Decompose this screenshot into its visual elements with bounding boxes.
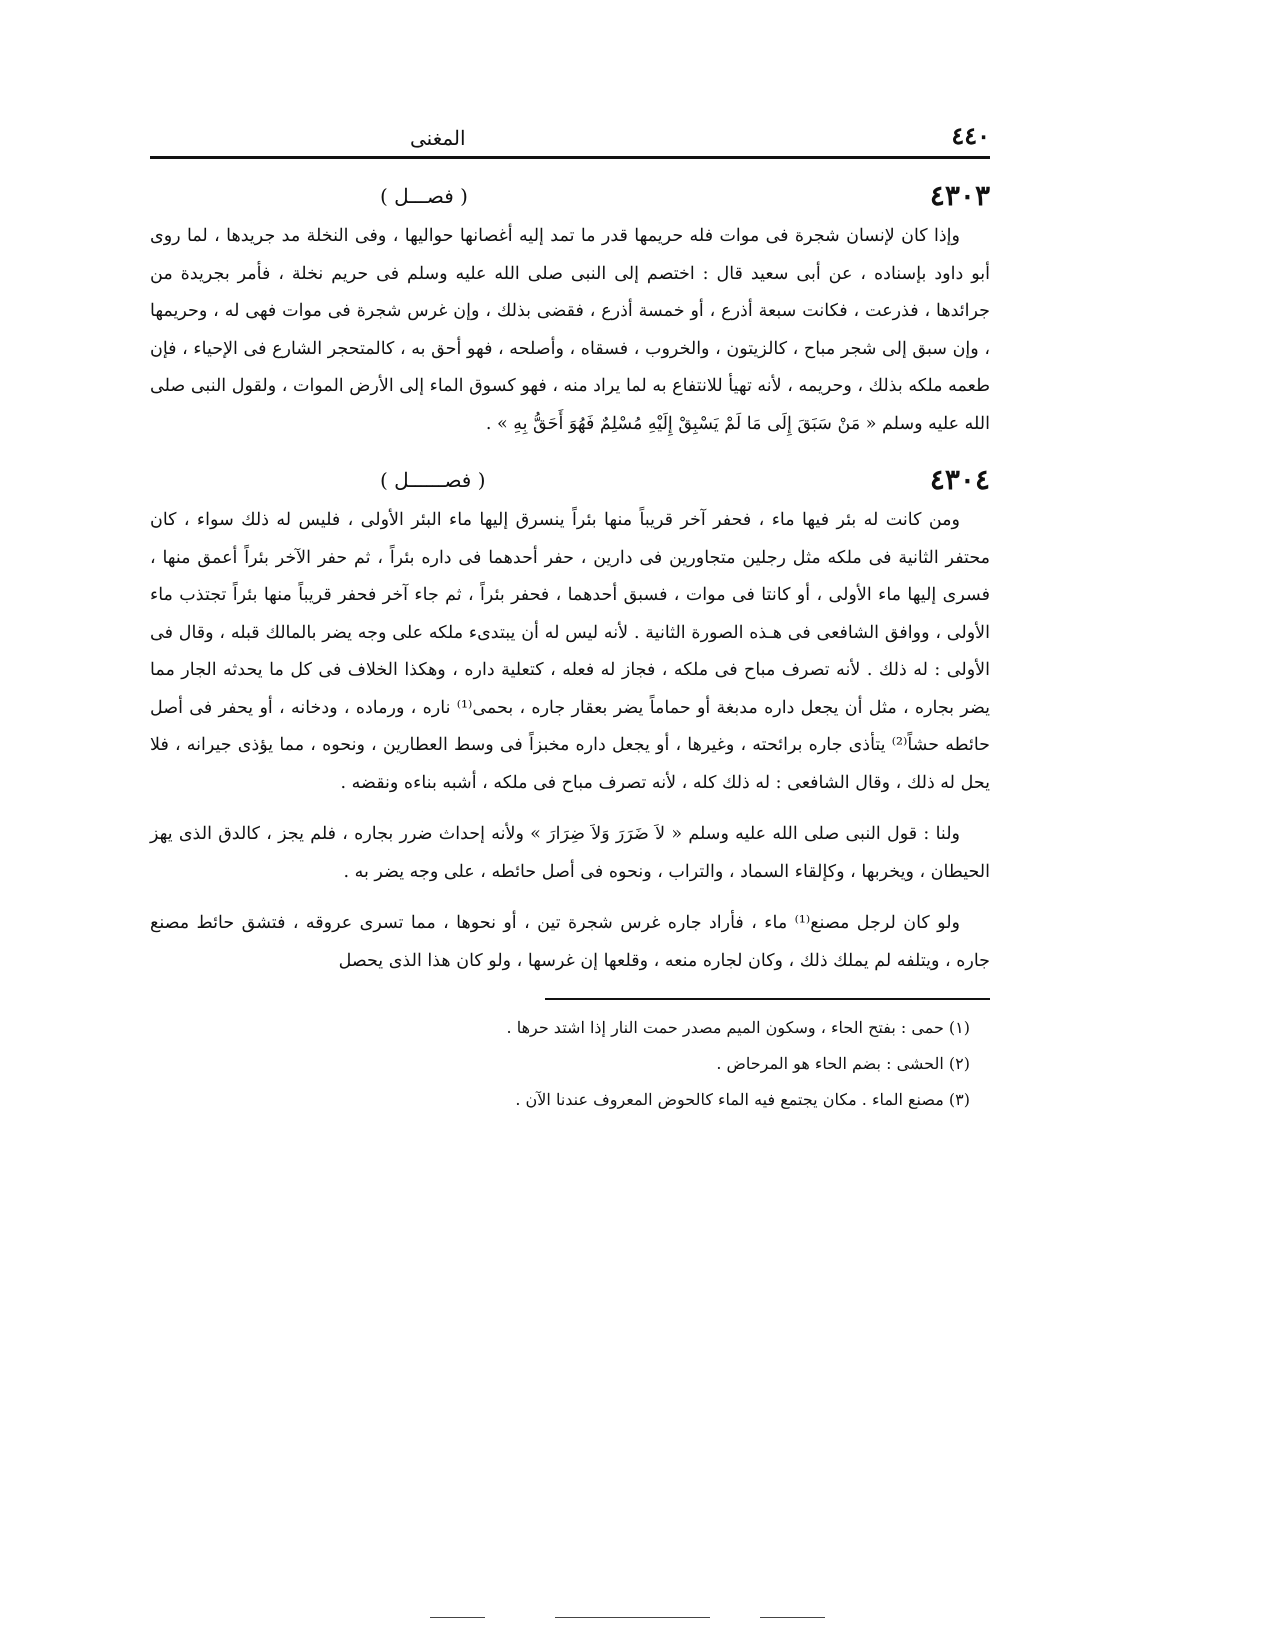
page-header [150, 100, 990, 159]
paragraph: ومن كانت له بئر فيها ماء ، فحفر آخر قريباً منها بئراً ينسرق إليها ماء البئر الأولى ، فليس له ذلك سواء ، كان محتفر الثانية فى ملكه مثل رجلين متجاورين فى دارين ، حفر أحدهما فى داره بئراً ، ثم حفر الآخر بئراً أعمق منها ، فسرى إليها ماء الأولى ، أو كانتا فى موات ، فسبق أحدهما ، فحفر بئراً ، ثم جاء آخر فحفر قريباً منها بئراً تجتذب ماء الأولى ، ووافق الشافعى فى هـذه الصورة الثانية . لأنه ليس له أن يبتدىء ملكه على وجه يضر بالمالك قبله ، وقال فى الأولى : له ذلك . لأنه تصرف مباح فى ملكه ، فجاز له فعله ، كتعلية داره ، وهكذا الخلاف فى كل ما يحدثه الجار مما يضر بجاره ، مثل أن يجعل داره مدبغة أو حماماً يضر بعقار جاره ، بحمى⁽¹⁾ ناره ، ورماده ، ودخانه ، أو يحفر فى أصل حائطه حشاً⁽²⁾ يتأذى جاره برائحته ، وغيرها ، أو يجعل داره مخبزاً فى وسط العطارين ، ونحوه ، مما يؤذى جيرانه ، فلا يحل له ذلك ، وقال الشافعى : له ذلك كله ، لأنه تصرف مباح فى ملكه ، أشبه بناءه ونقضه . [150, 510, 991, 793]
section-heading-4303 [150, 179, 990, 212]
footnote: (٢) الحشى : بضم الحاء هو المرحاض . [716, 1054, 970, 1073]
scan-mark [555, 1617, 710, 1618]
section-number: ٤٣٠٣ [929, 179, 990, 212]
footnote: (١) حمى : بفتح الحاء ، وسكون الميم مصدر حمت النار إذا اشتد حرها . [506, 1018, 970, 1037]
book-title: المغنى [410, 126, 466, 150]
section-title: ( فصــــــل ) [380, 467, 486, 492]
scan-mark [760, 1617, 825, 1618]
section-heading-4304 [150, 463, 990, 496]
section-number: ٤٣٠٤ [929, 463, 990, 496]
footnote: (٣) مصنع الماء . مكان يجتمع فيه الماء كالحوض المعروف عندنا الآن . [515, 1090, 970, 1109]
section-title: ( فصـــل ) [380, 183, 468, 208]
scan-mark [430, 1617, 485, 1618]
paragraph: ولو كان لرجل مصنع⁽¹⁾ ماء ، فأراد جاره غرس شجرة تين ، أو نحوها ، مما تسرى عروقه ، فتشق حائط مصنع جاره ، ويتلفه لم يملك ذلك ، وكان لجاره منعه ، وقلعها إن غرسها ، ولو كان هذا الذى يحصل [150, 913, 990, 971]
bottom-scan-marks [0, 1617, 1266, 1621]
page-number: ٤٤٠ [951, 121, 990, 150]
footnotes [150, 1010, 990, 1118]
book-page [150, 100, 990, 1118]
footnote-divider [545, 998, 990, 1000]
paragraph: ولنا : قول النبى صلى الله عليه وسلم « لاَ ضَرَرَ وَلاَ ضِرَارَ » ولأنه إحداث ضرر بجاره ، فلم يجز ، كالدق الذى يهز الحيطان ، ويخربها ، وكإلقاء السماد ، والتراب ، ونحوه فى أصل حائطه ، على وجه يضر به . [150, 824, 990, 882]
paragraph: وإذا كان لإنسان شجرة فى موات فله حريمها قدر ما تمد إليه أغصانها حواليها ، وفى النخلة مد جريدها ، لما روى أبو داود بإسناده ، عن أبى سعيد قال : اختصم إلى النبى صلى الله عليه وسلم فى حريم نخلة ، فأمر بجريدة من جرائدها ، فذرعت ، فكانت سبعة أذرع ، أو خمسة أذرع ، فقضى بذلك ، وإن غرس شجرة فى موات فهى له ، وحريمها ، وإن سبق إلى شجر مباح ، كالزيتون ، والخروب ، فسقاه ، وأصلحه ، فهو أحق به ، كالمتحجر الشارع فى الإحياء ، فإن طعمه ملكه بذلك ، وحريمه ، لأنه تهيأ للانتفاع به لما يراد منه ، فهو كسوق الماء إلى الأرض الموات ، ولقول النبى صلى الله عليه وسلم « مَنْ سَبَقَ إِلَى مَا لَمْ يَسْبِقْ إِلَيْهِ مُسْلِمٌ فَهُوَ أَحَقُّ بِهِ » . [150, 226, 990, 434]
